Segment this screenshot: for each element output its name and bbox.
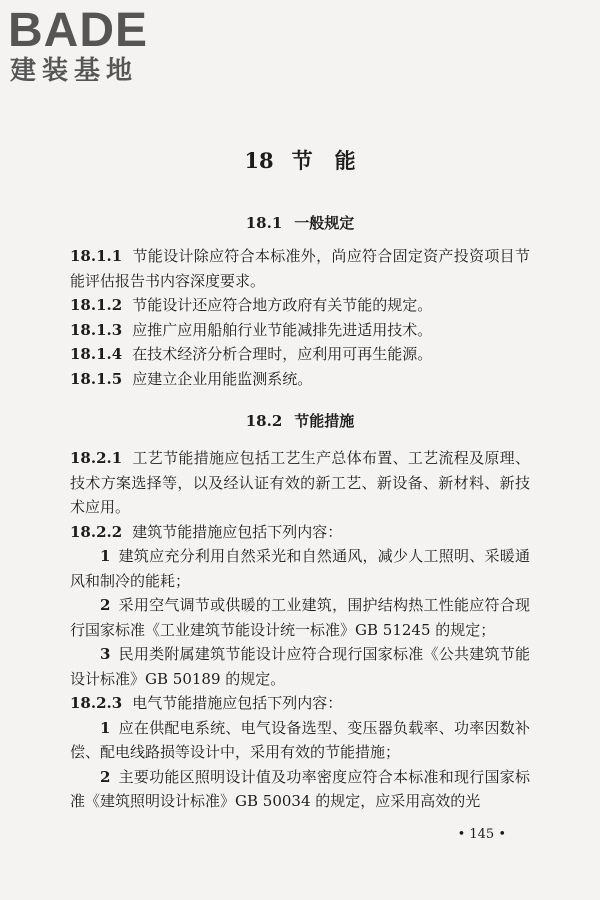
clause-18-1-5 [70, 367, 530, 392]
section-heading: 一般规定 [294, 214, 355, 232]
section-18-1-title [0, 212, 600, 234]
clause-18-1-2 [70, 293, 530, 318]
section-18-2-title [0, 410, 600, 432]
clause-text: 应建立企业用能监测系统。 [132, 369, 313, 388]
clause-18-2-3 [70, 691, 530, 716]
clause-18-2-1 [70, 446, 530, 520]
chapter-title [0, 146, 600, 176]
clause-text: 应推广应用船舶行业节能减排先进适用技术。 [132, 320, 433, 339]
clause-number: 18.1.4 [70, 345, 123, 363]
clause-number: 18.1.2 [70, 296, 123, 314]
section-number: 18.1 [245, 214, 283, 232]
clause-18-1-4 [70, 342, 530, 367]
clause-number: 18.1.3 [70, 320, 123, 339]
clause-text: 建筑节能措施应包括下列内容： [132, 522, 343, 541]
page-number: • 145 • [457, 827, 506, 842]
clause-number: 18.1.5 [70, 369, 123, 388]
section-18-2-body [70, 446, 530, 814]
chapter-title-part1: 节 [291, 148, 313, 173]
clause-number: 18.2.1 [70, 449, 123, 467]
bade-logo [8, 6, 176, 86]
clause-number: 18.2.2 [70, 522, 123, 541]
list-item [70, 716, 530, 765]
list-item [70, 765, 530, 814]
chapter-title-part2: 能 [334, 148, 356, 173]
item-number: 2 [100, 767, 111, 786]
list-item [70, 544, 530, 593]
item-number: 1 [100, 718, 111, 737]
clause-text: 电气节能措施应包括下列内容： [132, 694, 343, 712]
clause-text: 节能设计还应符合地方政府有关节能的规定。 [132, 296, 433, 314]
chapter-number: 18 [244, 148, 274, 173]
item-number: 1 [100, 547, 111, 565]
clause-18-1-3 [70, 318, 530, 343]
section-number: 18.2 [245, 412, 283, 430]
clause-18-1-1 [70, 244, 530, 293]
logo-wordmark: BADE [8, 4, 149, 57]
clause-number: 18.1.1 [70, 247, 123, 265]
item-text: 主要功能区照明设计值及功率密度应符合本标准和现行国家标准《建筑照明设计标准》GB 50034 的规定，应采用高效的光 [70, 767, 530, 810]
list-item [70, 642, 530, 691]
clause-text: 工艺节能措施应包括工艺生产总体布置、工艺流程及原理、技术方案选择等，以及经认证有效的新工艺、新设备、新材料、新技术应用。 [70, 449, 530, 516]
item-number: 2 [100, 596, 111, 614]
item-text: 采用空气调节或供暖的工业建筑，围护结构热工性能应符合现行国家标准《工业建筑节能设计统一标准》GB 51245 的规定； [70, 596, 530, 639]
item-text: 建筑应充分利用自然采光和自然通风，减少人工照明、采暖通风和制冷的能耗； [70, 547, 530, 590]
clause-number: 18.2.3 [70, 694, 123, 712]
clause-18-2-2 [70, 520, 530, 545]
clause-text: 在技术经济分析合理时，应利用可再生能源。 [132, 345, 433, 363]
item-text: 民用类附属建筑节能设计应符合现行国家标准《公共建筑节能设计标准》GB 50189 的规定。 [70, 645, 530, 688]
item-number: 3 [100, 645, 111, 663]
list-item [70, 593, 530, 642]
logo-subtitle: 建装基地 [10, 56, 139, 86]
section-18-1-body [70, 244, 530, 391]
item-text: 应在供配电系统、电气设备选型、变压器负载率、功率因数补偿、配电线路损等设计中，采用有效的节能措施； [70, 718, 530, 761]
clause-text: 节能设计除应符合本标准外，尚应符合固定资产投资项目节能评估报告书内容深度要求。 [70, 247, 530, 290]
section-heading: 节能措施 [294, 412, 355, 430]
